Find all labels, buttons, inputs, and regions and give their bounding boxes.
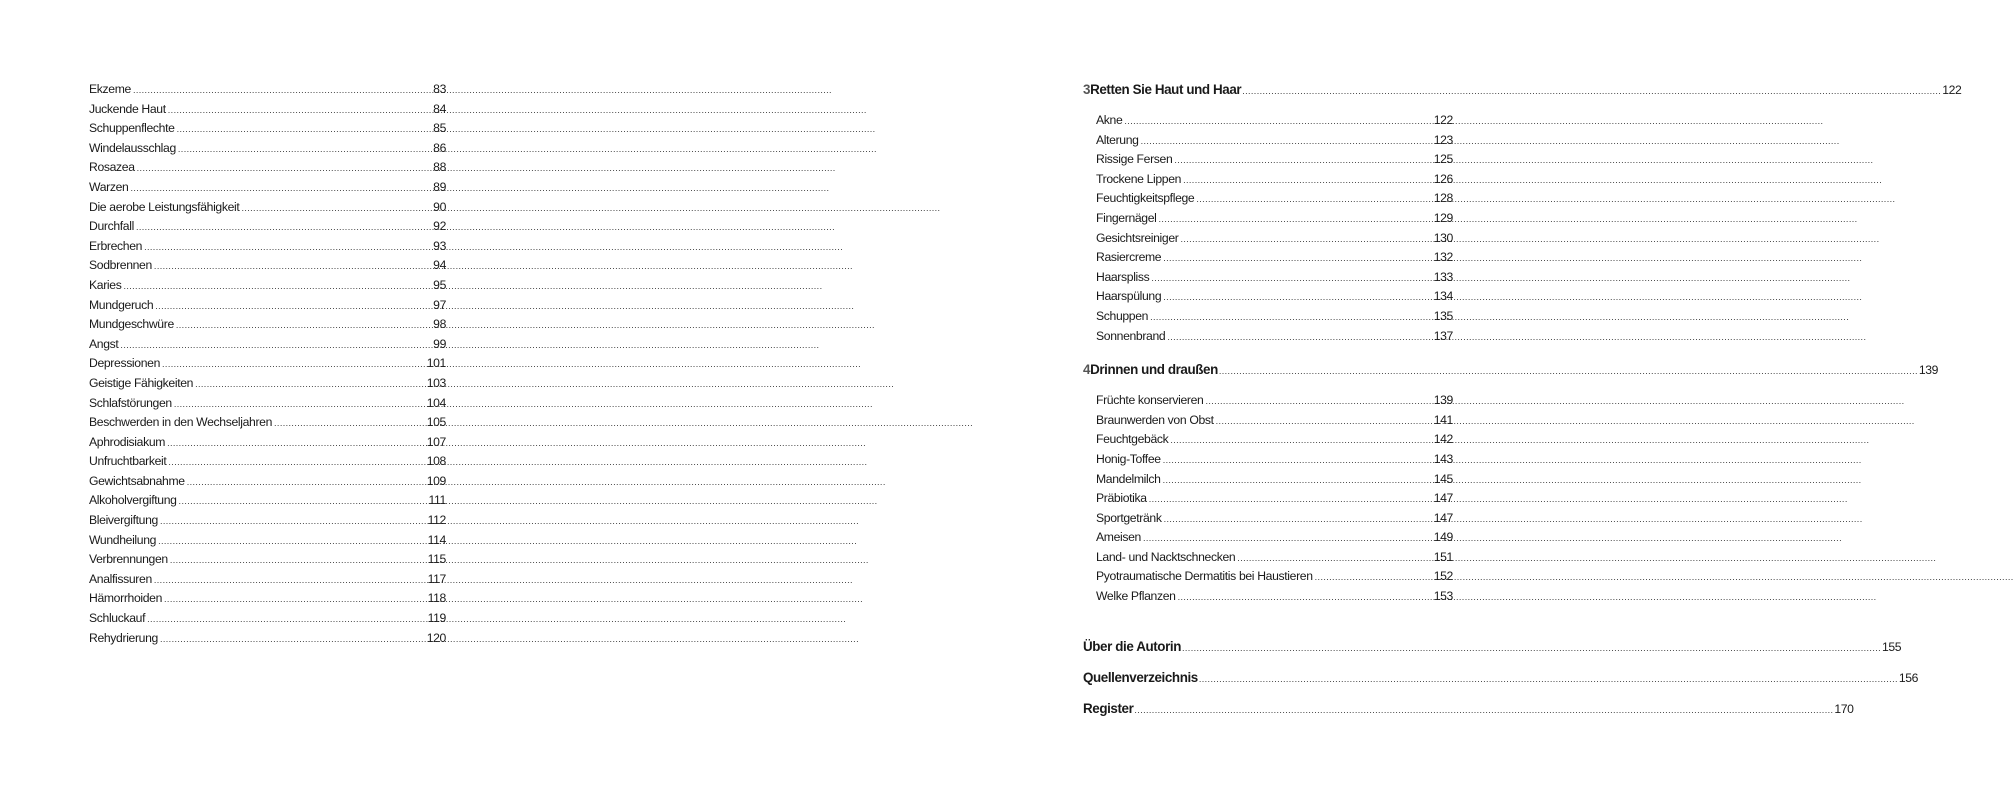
- toc-entry[interactable]: [89, 317, 446, 337]
- entry-page: 97: [433, 297, 446, 312]
- entry-page: 89: [433, 179, 446, 194]
- entry-page: 141: [1433, 412, 1453, 427]
- entry-page: 112: [427, 513, 446, 528]
- entry-title: Rosazea: [89, 160, 135, 175]
- entry-title: Wundheilung: [89, 532, 157, 547]
- entry-page: 93: [433, 238, 446, 253]
- toc-entry[interactable]: [1083, 329, 1453, 349]
- entry-page: 99: [433, 336, 446, 351]
- entry-page: 147: [1433, 510, 1453, 525]
- chapter-heading-4[interactable]: [1083, 362, 1939, 384]
- dot-leader: [168, 454, 424, 468]
- dot-leader: [123, 278, 430, 292]
- entry-title: Juckende Haut: [89, 101, 166, 116]
- dot-leader: [170, 552, 426, 566]
- dot-leader: [144, 239, 430, 253]
- dot-leader: [158, 533, 426, 547]
- entry-page: 143: [1433, 451, 1453, 466]
- chapter-number: 3: [1083, 82, 1091, 97]
- dot-leader: [130, 180, 430, 194]
- right-toc-list: [1083, 82, 1962, 732]
- entry-title: Analfissuren: [89, 571, 152, 586]
- entry-page: 126: [1433, 171, 1453, 186]
- entry-title: Windelausschlag: [89, 140, 176, 155]
- dot-leader: [154, 572, 426, 586]
- dot-leader: [177, 121, 430, 135]
- toc-entry[interactable]: [89, 435, 446, 455]
- entry-page: 137: [1433, 328, 1453, 343]
- dot-leader: [1196, 191, 1431, 205]
- toc-entry[interactable]: [1083, 432, 1453, 452]
- entry-title: Haarspülung: [1096, 289, 1162, 304]
- entry-page: 109: [426, 473, 446, 488]
- back-matter-entry[interactable]: [1083, 669, 1919, 701]
- dot-leader: [1205, 393, 1431, 407]
- dot-leader: [164, 591, 426, 605]
- toc-entry[interactable]: [1083, 589, 1453, 609]
- back-matter-entries: [1083, 638, 1919, 732]
- dot-leader: [1167, 329, 1431, 343]
- back-matter-title: Register: [1083, 700, 1134, 716]
- entry-title: Sportgetränk: [1096, 510, 1162, 525]
- dot-leader: [1170, 432, 1431, 446]
- entry-title: Rasiercreme: [1096, 250, 1162, 265]
- toc-entry[interactable]: [89, 160, 446, 180]
- back-matter-title: Über die Autorin: [1083, 638, 1181, 654]
- entry-title: Schluckauf: [89, 611, 146, 626]
- toc-entry[interactable]: [89, 533, 446, 553]
- dot-leader: [1134, 701, 1833, 716]
- toc-entry[interactable]: [1083, 491, 1453, 511]
- toc-entry[interactable]: [1083, 393, 1453, 413]
- toc-entry[interactable]: [1083, 289, 1453, 309]
- entry-page: 115: [427, 552, 446, 567]
- toc-entry[interactable]: [1083, 270, 1453, 290]
- toc-entry[interactable]: [1083, 550, 1453, 570]
- dot-leader: [1159, 211, 1432, 225]
- entry-title: Geistige Fähigkeiten: [89, 375, 194, 390]
- toc-entry[interactable]: [1083, 452, 1453, 472]
- entry-title: Unfruchtbarkeit: [89, 454, 167, 469]
- back-matter-page: 170: [1834, 701, 1854, 716]
- entry-title: Aphrodisiakum: [89, 434, 166, 449]
- toc-entry[interactable]: [89, 200, 446, 220]
- back-matter-page: 155: [1882, 639, 1902, 654]
- dot-leader: [1315, 569, 1432, 583]
- toc-entry[interactable]: [89, 121, 446, 141]
- dot-leader: [1163, 250, 1431, 264]
- entry-title: Gesichtsreiniger: [1096, 230, 1179, 245]
- entry-page: 108: [426, 454, 446, 469]
- entry-title: Die aerobe Leistungsfähigkeit: [89, 199, 240, 214]
- toc-entry[interactable]: [1083, 211, 1453, 231]
- toc-entry[interactable]: [1083, 113, 1453, 133]
- dot-leader: [241, 200, 430, 214]
- chapter-title: Drinnen und draußen: [1090, 362, 1218, 378]
- entry-title: Gewichtsabnahme: [89, 473, 185, 488]
- dot-leader: [1143, 530, 1432, 544]
- entry-title: Mundgeschwüre: [89, 317, 174, 332]
- entry-title: Welke Pflanzen: [1096, 589, 1176, 604]
- entry-title: Honig-Toffee: [1096, 451, 1161, 466]
- entry-title: Fingernägel: [1096, 210, 1157, 225]
- toc-entry[interactable]: [1083, 413, 1453, 433]
- toc-entry[interactable]: [1083, 250, 1453, 270]
- dot-leader: [155, 298, 430, 312]
- toc-entry[interactable]: [1083, 472, 1453, 492]
- dot-leader: [1150, 309, 1432, 323]
- toc-entry[interactable]: [1083, 231, 1453, 251]
- toc-entry[interactable]: [89, 572, 446, 592]
- entry-page: 134: [1433, 289, 1453, 304]
- toc-entry[interactable]: [89, 415, 446, 435]
- dot-leader: [1163, 472, 1432, 486]
- toc-entry[interactable]: [89, 356, 446, 376]
- entry-page: 142: [1433, 432, 1453, 447]
- toc-entry[interactable]: [89, 337, 446, 357]
- entry-title: Schuppenflechte: [89, 121, 175, 136]
- entry-page: 122: [1433, 113, 1453, 127]
- entry-page: 84: [433, 101, 446, 116]
- toc-entry[interactable]: [89, 82, 446, 102]
- dot-leader: [133, 82, 430, 96]
- dot-leader: [1163, 289, 1431, 303]
- dot-leader: [1141, 133, 1432, 147]
- dot-leader: [168, 102, 430, 116]
- dot-leader: [154, 258, 430, 272]
- dot-leader: [178, 141, 430, 155]
- toc-entry[interactable]: [1083, 530, 1453, 550]
- entry-title: Verbrennungen: [89, 552, 168, 567]
- entry-page: 95: [433, 277, 446, 292]
- entry-page: 88: [433, 160, 446, 175]
- dot-leader: [136, 219, 430, 233]
- entry-page: 92: [433, 219, 446, 234]
- entry-page: 129: [1433, 210, 1453, 225]
- toc-entry[interactable]: [89, 513, 446, 533]
- dot-leader: [1180, 231, 1431, 245]
- dot-leader: [1216, 413, 1432, 427]
- entry-page: 130: [1433, 230, 1453, 245]
- dot-leader: [160, 631, 425, 645]
- dot-leader: [1124, 113, 1431, 127]
- entry-title: Ekzeme: [89, 82, 131, 96]
- toc-entry[interactable]: [89, 552, 446, 572]
- toc-entry[interactable]: [89, 278, 446, 298]
- left-toc-list: [89, 82, 446, 650]
- entry-page: 133: [1433, 269, 1453, 284]
- back-matter-title: Quellenverzeichnis: [1083, 669, 1198, 685]
- toc-entry[interactable]: [89, 102, 446, 122]
- entry-page: 120: [426, 630, 446, 645]
- entry-title: Angst: [89, 336, 119, 351]
- entry-title: Beschwerden in den Wechseljahren: [89, 415, 273, 430]
- toc-entry[interactable]: [89, 239, 446, 259]
- dot-leader: [274, 415, 425, 429]
- dot-leader: [1183, 172, 1432, 186]
- entry-page: 119: [427, 611, 446, 626]
- toc-entry[interactable]: [89, 611, 446, 631]
- entry-page: 107: [426, 434, 446, 449]
- entry-page: 139: [1433, 393, 1453, 408]
- dot-leader: [187, 474, 425, 488]
- entry-page: 83: [433, 82, 446, 96]
- toc-entry[interactable]: [89, 376, 446, 396]
- dot-leader: [120, 337, 430, 351]
- entry-page: 104: [426, 395, 446, 410]
- dot-leader: [160, 513, 426, 527]
- entry-page: 94: [433, 258, 446, 273]
- toc-entry[interactable]: [1083, 569, 1453, 589]
- toc-entry[interactable]: [89, 474, 446, 494]
- chapter-heading-3[interactable]: [1083, 82, 1962, 104]
- dot-leader: [147, 611, 425, 625]
- entry-page: 118: [427, 591, 446, 606]
- entry-title: Schlafstörungen: [89, 395, 172, 410]
- toc-entry[interactable]: [89, 493, 446, 513]
- entry-page: 117: [427, 571, 446, 586]
- toc-entry[interactable]: [1083, 309, 1453, 329]
- dot-leader: [167, 435, 425, 449]
- entry-page: 114: [427, 532, 446, 547]
- entry-title: Akne: [1096, 113, 1123, 127]
- entry-page: 90: [433, 199, 446, 214]
- dot-leader: [1242, 82, 1941, 97]
- dot-leader: [1163, 452, 1432, 466]
- toc-entry[interactable]: [1083, 152, 1453, 172]
- entry-title: Mundgeruch: [89, 297, 154, 312]
- entry-page: 135: [1433, 308, 1453, 323]
- entry-title: Karies: [89, 277, 122, 292]
- dot-leader: [1164, 511, 1432, 525]
- entry-page: 128: [1433, 191, 1453, 206]
- entry-title: Rissige Fersen: [1096, 152, 1173, 167]
- entry-page: 151: [1433, 549, 1453, 564]
- entry-title: Depressionen: [89, 356, 161, 371]
- dot-leader: [174, 396, 425, 410]
- dot-leader: [1178, 589, 1432, 603]
- toc-entry[interactable]: [1083, 191, 1453, 211]
- chapter-page: 122: [1942, 83, 1962, 97]
- entry-page: 147: [1433, 491, 1453, 506]
- entry-page: 152: [1433, 569, 1453, 584]
- dot-leader: [1199, 670, 1898, 685]
- toc-entry[interactable]: [89, 591, 446, 611]
- right-page: [510, 0, 1962, 795]
- chapter-4-entries: [1083, 393, 1453, 609]
- back-matter-entry[interactable]: [1083, 638, 1902, 670]
- dot-leader: [1237, 550, 1431, 564]
- entry-title: Bleivergiftung: [89, 513, 158, 528]
- entry-title: Alterung: [1096, 132, 1139, 147]
- entry-page: 145: [1433, 471, 1453, 486]
- entry-page: 123: [1433, 132, 1453, 147]
- entry-title: Alkoholvergiftung: [89, 493, 177, 508]
- entry-title: Sonnenbrand: [1096, 328, 1166, 343]
- entry-title: Ameisen: [1096, 530, 1141, 545]
- toc-entry[interactable]: [1083, 511, 1453, 531]
- entry-page: 149: [1433, 530, 1453, 545]
- back-matter-page: 156: [1898, 670, 1919, 685]
- entry-page: 153: [1433, 589, 1453, 604]
- entry-title: Rehydrierung: [89, 630, 158, 645]
- dot-leader: [179, 493, 427, 507]
- toc-entry[interactable]: [89, 219, 446, 239]
- entry-page: 105: [426, 415, 446, 430]
- toc-entry[interactable]: [89, 258, 446, 278]
- entry-page: 111: [428, 493, 446, 508]
- back-matter-entry[interactable]: [1083, 700, 1854, 732]
- dot-leader: [195, 376, 425, 390]
- entry-title: Braunwerden von Obst: [1096, 412, 1214, 427]
- entry-title: Haarspliss: [1096, 269, 1150, 284]
- dot-leader: [1182, 639, 1881, 654]
- entry-title: Sodbrennen: [89, 258, 152, 273]
- entry-title: Warzen: [89, 179, 129, 194]
- dot-leader: [1174, 152, 1431, 166]
- entry-title: Trockene Lippen: [1096, 171, 1182, 186]
- entry-title: Pyotraumatische Dermatitis bei Haustieren: [1096, 569, 1313, 584]
- entry-title: Durchfall: [89, 219, 134, 234]
- toc-entry[interactable]: [89, 141, 446, 161]
- toc-entry[interactable]: [89, 396, 446, 416]
- dot-leader: [1219, 362, 1918, 377]
- chapter-title: Retten Sie Haut und Haar: [1090, 82, 1242, 97]
- chapter-3-entries: [1083, 113, 1453, 348]
- left-page: [0, 0, 510, 795]
- dot-leader: [176, 317, 430, 331]
- entry-page: 103: [426, 375, 446, 390]
- chapter-number: 4: [1083, 362, 1091, 378]
- entry-title: Land- und Nacktschnecken: [1096, 549, 1236, 564]
- toc-entry[interactable]: [89, 180, 446, 200]
- entry-title: Erbrechen: [89, 238, 143, 253]
- entry-page: 132: [1433, 250, 1453, 265]
- toc-entry[interactable]: [89, 631, 446, 651]
- entry-page: 85: [433, 121, 446, 136]
- entry-title: Feuchtgebäck: [1096, 432, 1169, 447]
- entry-page: 98: [433, 317, 446, 332]
- dot-leader: [1151, 270, 1431, 284]
- entry-title: Präbiotika: [1096, 491, 1147, 506]
- entry-title: Mandelmilch: [1096, 471, 1161, 486]
- toc-entry[interactable]: [89, 298, 446, 318]
- entry-title: Schuppen: [1096, 308, 1149, 323]
- entry-page: 101: [426, 356, 446, 371]
- dot-leader: [1149, 491, 1432, 505]
- entry-title: Früchte konservieren: [1096, 393, 1204, 408]
- dot-leader: [137, 160, 430, 174]
- entry-title: Hämorrhoiden: [89, 591, 163, 606]
- entry-page: 125: [1433, 152, 1453, 167]
- entry-page: 86: [433, 140, 446, 155]
- dot-leader: [162, 356, 425, 370]
- toc-entry[interactable]: [1083, 133, 1453, 153]
- toc-entry[interactable]: [89, 454, 446, 474]
- entry-title: Feuchtigkeitspflege: [1096, 191, 1195, 206]
- chapter-page: 139: [1918, 363, 1939, 378]
- toc-entry[interactable]: [1083, 172, 1453, 192]
